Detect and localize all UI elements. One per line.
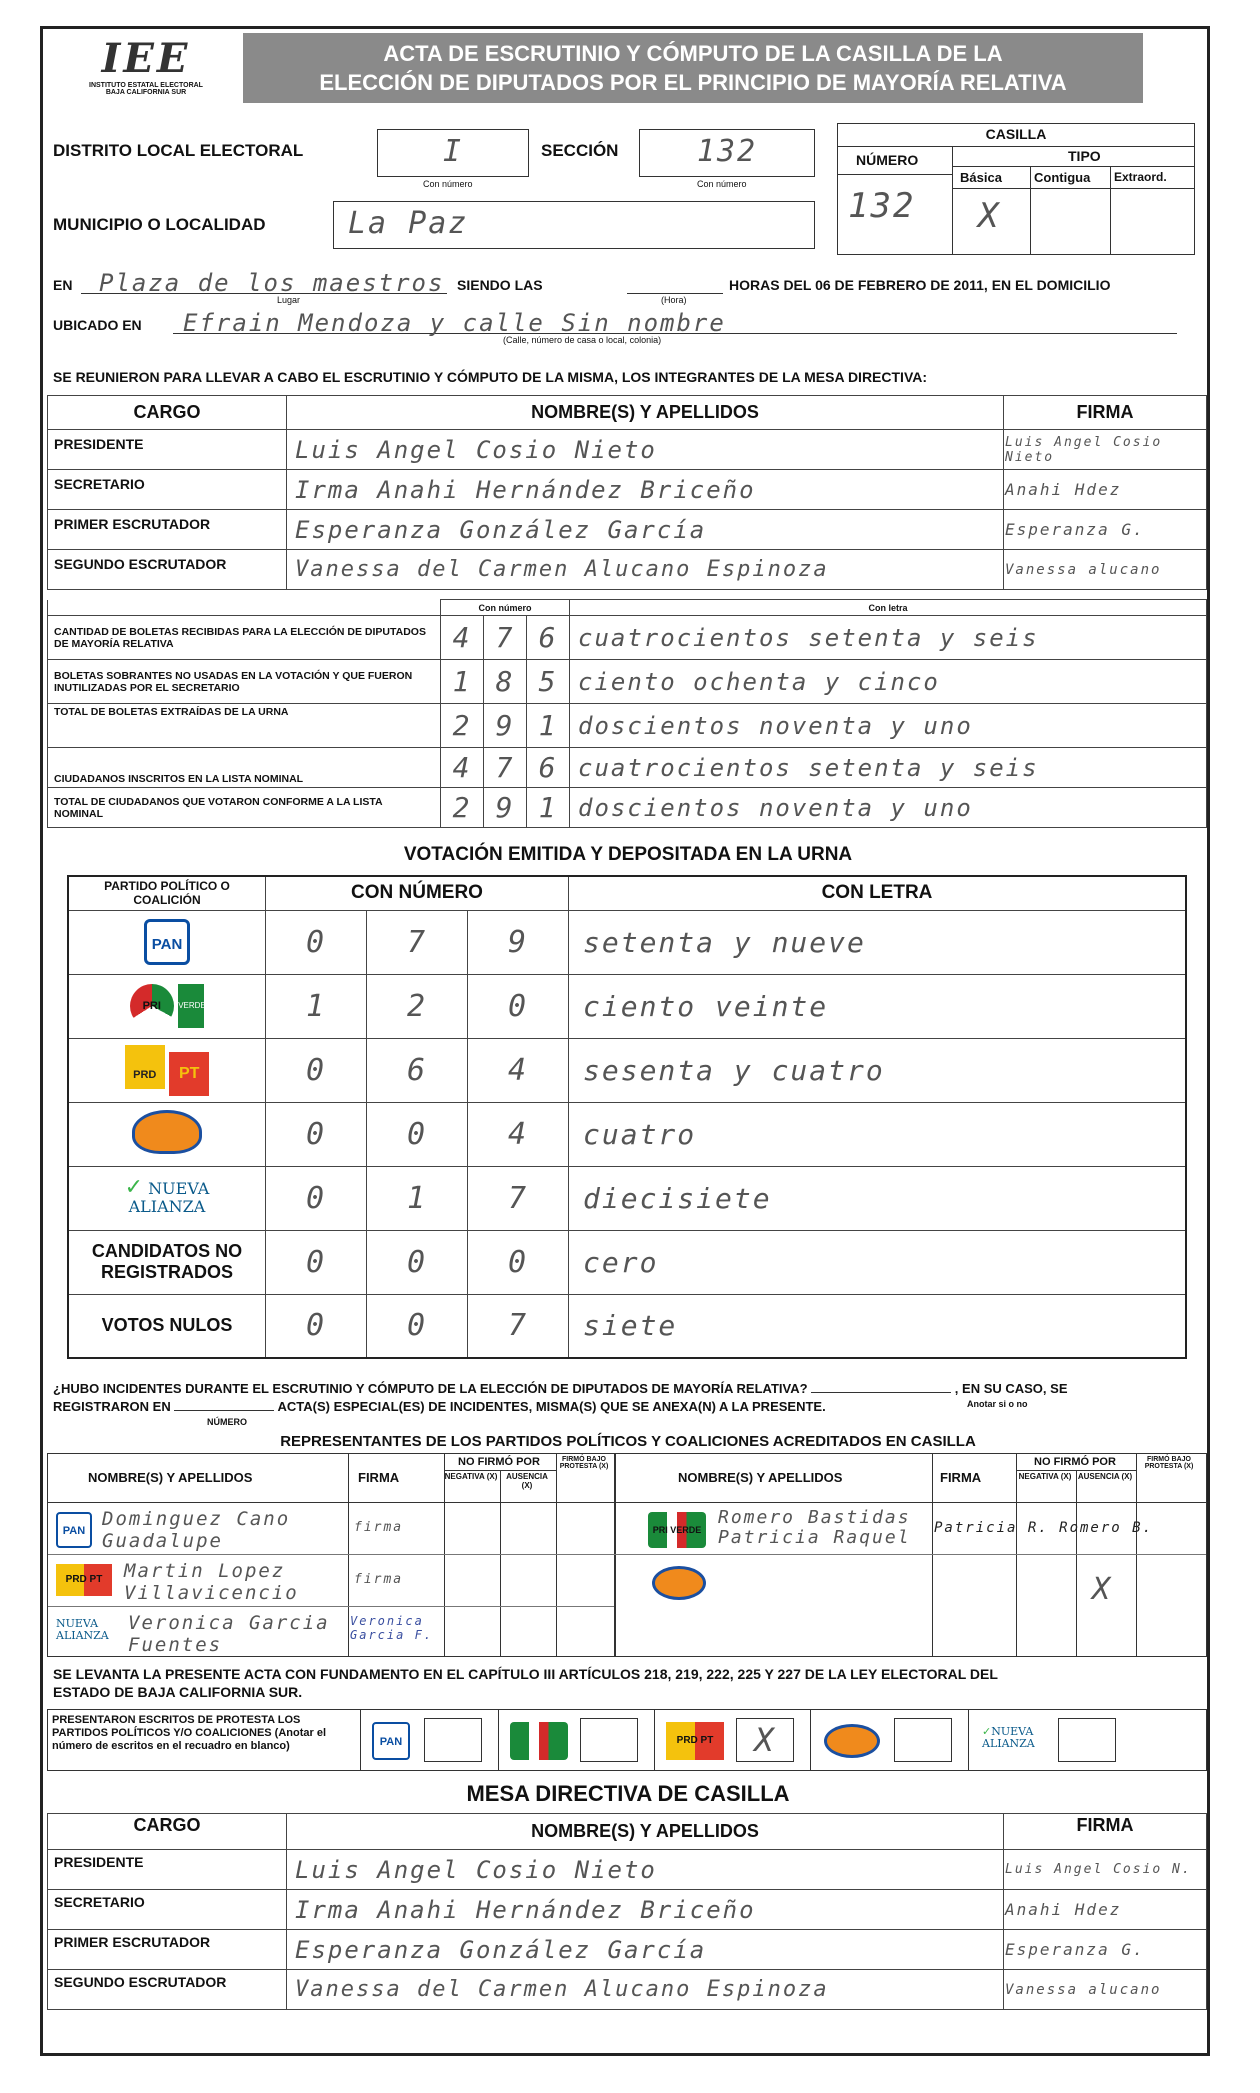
votacion-digit[interactable]: 7 <box>468 1294 569 1358</box>
casilla-basica: Básica <box>960 170 1002 185</box>
prd-pt-logo <box>68 1038 266 1102</box>
votacion-letra[interactable]: cuatro <box>569 1102 1187 1166</box>
representantes-table <box>47 1453 1207 1657</box>
mesa-top-nombre[interactable]: Esperanza González García <box>287 510 1004 550</box>
boletas-row <box>48 704 1207 748</box>
lugar-caption: Lugar <box>277 295 301 305</box>
rep-right-ausencia-header: AUSENCIA (X) <box>1077 1472 1133 1481</box>
votacion-digit[interactable]: 0 <box>367 1294 468 1358</box>
boletas-digit[interactable]: 9 <box>484 788 527 828</box>
boletas-row <box>48 788 1207 828</box>
votacion-digit[interactable]: 0 <box>266 1166 367 1230</box>
boletas-label: TOTAL DE BOLETAS EXTRAÍDAS DE LA URNA <box>48 704 441 748</box>
horas-text: HORAS DEL 06 DE FEBRERO DE 2011, EN EL DOMICILIO <box>729 277 1111 293</box>
pt-icon: PT <box>169 1052 209 1096</box>
votacion-row-nulos <box>68 1294 1186 1358</box>
rep-convergencia-icon <box>652 1566 706 1600</box>
boletas-digit[interactable]: 6 <box>527 616 570 660</box>
seccion-value: 132 <box>696 134 758 169</box>
no-registrados-label: CANDIDATOS NO REGISTRADOS <box>68 1230 266 1294</box>
mesa-bottom-title: MESA DIRECTIVA DE CASILLA <box>466 1781 790 1806</box>
mesa-bottom-nombre[interactable]: Irma Anahi Hernández Briceño <box>287 1890 1004 1930</box>
mesa-top-cargo: PRIMER ESCRUTADOR <box>48 510 287 550</box>
votacion-row-pan <box>68 910 1186 974</box>
mesa-bottom-table <box>47 1813 1207 2010</box>
votacion-digit[interactable]: 4 <box>468 1102 569 1166</box>
incidentes-line1-end: , EN SU CASO, SE <box>954 1381 1068 1396</box>
mesa-bottom-row <box>48 1970 1207 2010</box>
boletas-label: CIUDADANOS INSCRITOS EN LA LISTA NOMINAL <box>48 748 441 788</box>
votacion-digit[interactable]: 7 <box>367 910 468 974</box>
incidentes-line2b: ACTA(S) ESPECIAL(ES) DE INCIDENTES, MISMA(S) QUE SE ANEXA(N) A LA PRESENTE. <box>277 1399 826 1414</box>
incidentes-line2a: REGISTRARON EN <box>53 1399 171 1414</box>
escritos-pan-icon: PAN <box>372 1722 410 1760</box>
boletas-row <box>48 616 1207 660</box>
acta-sheet <box>40 26 1210 2056</box>
incidentes-block <box>53 1381 1203 1427</box>
iee-logo-icon: IEE <box>101 35 191 82</box>
en-label: EN <box>53 277 73 293</box>
mesa-bottom-cargo: PRIMER ESCRUTADOR <box>48 1930 287 1970</box>
mesa-top-cargo: SEGUNDO ESCRUTADOR <box>48 550 287 590</box>
prd-icon: PRD <box>125 1045 165 1089</box>
rep-prd-pt-icon: PRD PT <box>56 1564 112 1596</box>
boletas-digit[interactable]: 7 <box>484 748 527 788</box>
votacion-letra[interactable]: diecisiete <box>569 1166 1187 1230</box>
votacion-digit[interactable]: 0 <box>266 1102 367 1166</box>
mesa-bottom-firma[interactable]: Esperanza G. <box>1004 1930 1207 1970</box>
rep-right-nombre[interactable]: Romero Bastidas Patricia Raquel <box>718 1507 911 1548</box>
escritos-pri-icon <box>510 1722 568 1760</box>
boletas-row <box>48 748 1207 788</box>
distrito-field[interactable] <box>377 129 529 177</box>
escritos-prd-pt-box[interactable]: X <box>736 1718 794 1762</box>
convergencia-icon <box>132 1110 202 1154</box>
rep-left-nombre-header: NOMBRE(S) Y APELLIDOS <box>88 1470 253 1485</box>
mesa-top-nombre[interactable]: Vanessa del Carmen Alucano Espinoza <box>287 550 1004 590</box>
mesa-top-row <box>48 470 1207 510</box>
municipio-value: La Paz <box>348 206 469 241</box>
fundamento-text <box>53 1665 1203 1701</box>
mesa-top-cargo-header: CARGO <box>48 396 287 430</box>
boletas-label: BOLETAS SOBRANTES NO USADAS EN LA VOTACIÓN Y QUE FUERON INUTILIZADAS POR EL SECRETARIO <box>48 660 441 704</box>
votacion-digit[interactable]: 6 <box>367 1038 468 1102</box>
votacion-digit[interactable]: 0 <box>266 910 367 974</box>
mesa-top-nombre-header: NOMBRE(S) Y APELLIDOS <box>287 396 1004 430</box>
boletas-digit[interactable]: 5 <box>527 660 570 704</box>
casilla-title: CASILLA <box>985 126 1047 142</box>
rep-left-protesta-header: FIRMÓ BAJO PROTESTA (X) <box>559 1456 609 1470</box>
votacion-digit[interactable]: 9 <box>468 910 569 974</box>
boletas-label: CANTIDAD DE BOLETAS RECIBIDAS PARA LA ELECCIÓN DE DIPUTADOS DE MAYORÍA RELATIVA <box>48 616 441 660</box>
escritos-nueva-alianza-box[interactable] <box>1058 1718 1116 1762</box>
incidentes-answer-field[interactable] <box>811 1392 951 1393</box>
rep-nueva-alianza-icon: NUEVA ALIANZA <box>56 1617 109 1642</box>
distrito-label: DISTRITO LOCAL ELECTORAL <box>53 141 304 160</box>
boletas-digit[interactable]: 8 <box>484 660 527 704</box>
boletas-row <box>48 660 1207 704</box>
votacion-letra[interactable]: sesenta y cuatro <box>569 1038 1187 1102</box>
boletas-digit[interactable]: 1 <box>441 660 484 704</box>
rep-right-nombre-header: NOMBRE(S) Y APELLIDOS <box>678 1470 843 1485</box>
nueva-alianza-icon: ✓ NUEVA ALIANZA <box>124 1175 210 1216</box>
votacion-row-convergencia <box>68 1102 1186 1166</box>
seccion-field[interactable] <box>639 129 815 177</box>
boletas-digit[interactable]: 1 <box>527 788 570 828</box>
rep-right-protesta-header: FIRMÓ BAJO PROTESTA (X) <box>1144 1456 1194 1470</box>
boletas-letra[interactable]: ciento ochenta y cinco <box>570 660 1207 704</box>
mesa-top-nombre[interactable]: Luis Angel Cosio Nieto <box>287 430 1004 470</box>
votacion-digit[interactable]: 0 <box>367 1230 468 1294</box>
votacion-letra[interactable]: siete <box>569 1294 1187 1358</box>
casilla-tipo-label: TIPO <box>1068 148 1101 164</box>
verde-icon: VERDE <box>178 984 204 1028</box>
institute-line2: BAJA CALIFORNIA SUR <box>105 89 187 96</box>
domicilio-value[interactable]: Efrain Mendoza y calle Sin nombre <box>183 309 726 337</box>
mesa-bottom-firma[interactable]: Vanessa alucano <box>1004 1970 1207 2010</box>
distrito-value: I <box>442 134 464 169</box>
boletas-table <box>47 599 1207 828</box>
casilla-extraord: Extraord. <box>1114 170 1167 184</box>
votacion-letra[interactable]: cero <box>569 1230 1187 1294</box>
hora-caption: (Hora) <box>661 295 687 305</box>
incidentes-numero-caption: NÚMERO <box>207 1417 247 1427</box>
votacion-table <box>67 875 1187 1359</box>
fundamento-line1: SE LEVANTA LA PRESENTE ACTA CON FUNDAMENTO EN EL CAPÍTULO III ARTÍCULOS 218, 219, 222, 225 Y 227 DE LA LEY ELECTORAL DEL <box>53 1666 998 1682</box>
votacion-letra-header: CON LETRA <box>569 876 1187 910</box>
votacion-title: VOTACIÓN EMITIDA Y DEPOSITADA EN LA URNA <box>403 844 853 865</box>
rep-left-ausencia-header: AUSENCIA (X) <box>506 1472 548 1490</box>
escritos-convergencia-icon <box>824 1724 880 1758</box>
boletas-letra[interactable]: cuatrocientos setenta y seis <box>570 616 1207 660</box>
votacion-digit[interactable]: 0 <box>266 1294 367 1358</box>
reunion-text: SE REUNIERON PARA LLEVAR A CABO EL ESCRUTINIO Y CÓMPUTO DE LA MISMA, LOS INTEGRANTES DE LA MESA DIRECTIVA: <box>53 369 928 385</box>
mesa-top-firma[interactable]: Esperanza G. <box>1004 510 1207 550</box>
boletas-numero-header: Con número <box>441 600 570 616</box>
mesa-bottom-nombre[interactable]: Vanessa del Carmen Alucano Espinoza <box>287 1970 1004 2010</box>
votacion-digit[interactable]: 0 <box>468 1230 569 1294</box>
votacion-letra[interactable]: setenta y nueve <box>569 910 1187 974</box>
boletas-letra[interactable]: doscientos noventa y uno <box>570 788 1207 828</box>
incidentes-anotar-caption: Anotar si o no <box>967 1399 1028 1409</box>
pri-verde-logo <box>68 974 266 1038</box>
votacion-row-pri <box>68 974 1186 1038</box>
boletas-digit[interactable]: 6 <box>527 748 570 788</box>
votacion-digit[interactable]: 2 <box>367 974 468 1038</box>
mesa-top-firma[interactable]: Luis Angel Cosio Nieto <box>1004 430 1207 470</box>
votacion-partido-header: PARTIDO POLÍTICO O COALICIÓN <box>68 876 266 910</box>
escritos-pri-box[interactable] <box>580 1718 638 1762</box>
rep-right-firma-header: FIRMA <box>940 1470 982 1485</box>
pan-icon: PAN <box>144 919 190 965</box>
votacion-row-no-registrados <box>68 1230 1186 1294</box>
boletas-digit[interactable]: 9 <box>484 704 527 748</box>
rep-left-nofirmo-header: NO FIRMÓ POR <box>458 1456 540 1468</box>
seccion-label: SECCIÓN <box>541 141 619 160</box>
title-line1: ACTA DE ESCRUTINIO Y CÓMPUTO DE LA CASILLA DE LA <box>383 41 1003 66</box>
votacion-digit[interactable]: 1 <box>367 1166 468 1230</box>
escritos-label: PRESENTARON ESCRITOS DE PROTESTA LOS PARTIDOS POLÍTICOS Y/O COALICIONES (Anotar el número de escritos en el recuadro en blanco) <box>52 1714 327 1752</box>
votacion-digit[interactable]: 0 <box>266 1230 367 1294</box>
title-banner <box>243 33 1143 103</box>
municipio-field[interactable] <box>333 201 815 249</box>
casilla-panel <box>837 123 1195 255</box>
mesa-bottom-nombre-header: NOMBRE(S) Y APELLIDOS <box>287 1814 1004 1850</box>
votacion-digit[interactable]: 7 <box>468 1166 569 1230</box>
distrito-caption: Con número <box>423 179 473 189</box>
escritos-convergencia-box[interactable] <box>894 1718 952 1762</box>
mesa-top-row <box>48 430 1207 470</box>
nulos-label: VOTOS NULOS <box>68 1294 266 1358</box>
casilla-basica-mark[interactable]: X <box>978 196 1001 236</box>
votacion-digit[interactable]: 1 <box>266 974 367 1038</box>
votacion-digit[interactable]: 0 <box>266 1038 367 1102</box>
rep-left-nombre[interactable]: Veronica Garcia Fuentes <box>128 1612 330 1656</box>
mesa-top-cargo: PRESIDENTE <box>48 430 287 470</box>
mesa-bottom-nombre[interactable]: Luis Angel Cosio Nieto <box>287 1850 1004 1890</box>
mesa-bottom-row <box>48 1850 1207 1890</box>
rep-left-firma[interactable]: Veronica Garcia F. <box>350 1614 434 1642</box>
mesa-bottom-cargo-header: CARGO <box>48 1814 287 1850</box>
votacion-row-nueva-alianza <box>68 1166 1186 1230</box>
escritos-nueva-alianza-icon: ✓NUEVA ALIANZA <box>982 1725 1035 1750</box>
escritos-row <box>47 1709 1207 1771</box>
ubicado-label: UBICADO EN <box>53 317 142 333</box>
votacion-digit[interactable]: 0 <box>367 1102 468 1166</box>
rep-left-firma[interactable]: firma <box>354 1520 404 1535</box>
escritos-pan-box[interactable] <box>424 1718 482 1762</box>
rep-pan-icon: PAN <box>56 1512 92 1548</box>
mesa-bottom-nombre[interactable]: Esperanza González García <box>287 1930 1004 1970</box>
rep-left-firma-header: FIRMA <box>358 1470 400 1485</box>
domicilio-caption: (Calle, número de casa o local, colonia) <box>503 335 662 345</box>
boletas-digit[interactable]: 2 <box>441 788 484 828</box>
mesa-bottom-cargo: SEGUNDO ESCRUTADOR <box>48 1970 287 2010</box>
votacion-row-prd-pt <box>68 1038 1186 1102</box>
boletas-digit[interactable]: 4 <box>441 748 484 788</box>
nueva-alianza-logo <box>68 1166 266 1230</box>
rep-right-firma[interactable]: Patricia R. Romero B. <box>934 1520 1154 1536</box>
rep-left-firma[interactable]: firma <box>354 1572 404 1587</box>
votacion-digit[interactable]: 0 <box>468 974 569 1038</box>
mesa-bottom-row <box>48 1890 1207 1930</box>
convergencia-logo <box>68 1102 266 1166</box>
mesa-top-table <box>47 395 1207 590</box>
incidentes-numero-field[interactable] <box>174 1410 274 1411</box>
title-line2: ELECCIÓN DE DIPUTADOS POR EL PRINCIPIO DE MAYORÍA RELATIVA <box>319 70 1067 95</box>
institute-line1: INSTITUTO ESTATAL ELECTORAL <box>89 82 203 89</box>
rep-right-nofirmo-header: NO FIRMÓ POR <box>1034 1456 1116 1468</box>
escritos-prd-pt-icon: PRD PT <box>666 1722 724 1760</box>
boletas-letra[interactable]: cuatrocientos setenta y seis <box>570 748 1207 788</box>
rep-right-ausencia-mark[interactable]: X <box>1092 1572 1113 1607</box>
mesa-top-firma-header: FIRMA <box>1004 396 1207 430</box>
lugar-value[interactable]: Plaza de los maestros <box>99 269 445 297</box>
pri-icon: PRI <box>130 984 174 1028</box>
boletas-digit[interactable]: 2 <box>441 704 484 748</box>
mesa-bottom-firma[interactable]: Luis Angel Cosio N. <box>1004 1850 1207 1890</box>
mesa-top-cargo: SECRETARIO <box>48 470 287 510</box>
rep-right-negativa-header: NEGATIVA (X) <box>1018 1472 1072 1481</box>
mesa-bottom-firma[interactable]: Anahi Hdez <box>1004 1890 1207 1930</box>
rep-pri-verde-icon: PRI VERDE <box>648 1512 706 1548</box>
casilla-numero-label: NÚMERO <box>856 152 919 168</box>
mesa-bottom-cargo: SECRETARIO <box>48 1890 287 1930</box>
mesa-top-row <box>48 510 1207 550</box>
mesa-bottom-firma-header: FIRMA <box>1004 1814 1207 1850</box>
iee-logo <box>71 35 221 97</box>
siendo-label: SIENDO LAS <box>457 277 543 293</box>
boletas-digit[interactable]: 1 <box>527 704 570 748</box>
mesa-top-nombre[interactable]: Irma Anahi Hernández Briceño <box>287 470 1004 510</box>
votacion-letra[interactable]: ciento veinte <box>569 974 1187 1038</box>
fundamento-line2: ESTADO DE BAJA CALIFORNIA SUR. <box>53 1684 303 1700</box>
mesa-bottom-row <box>48 1930 1207 1970</box>
boletas-label: TOTAL DE CIUDADANOS QUE VOTARON CONFORME A LA LISTA NOMINAL <box>48 788 441 828</box>
rep-left-nombre[interactable]: Martin Lopez Villavicencio <box>124 1560 299 1604</box>
casilla-numero-value[interactable]: 132 <box>848 186 916 226</box>
mesa-top-firma[interactable]: Anahi Hdez <box>1004 470 1207 510</box>
mesa-top-firma[interactable]: Vanessa alucano <box>1004 550 1207 590</box>
representantes-title: REPRESENTANTES DE LOS PARTIDOS POLÍTICOS Y COALICIONES ACREDITADOS EN CASILLA <box>280 1433 976 1450</box>
seccion-caption: Con número <box>697 179 747 189</box>
boletas-digit[interactable]: 4 <box>441 616 484 660</box>
rep-left-negativa-header: NEGATIVA (X) <box>444 1472 498 1481</box>
pan-logo <box>68 910 266 974</box>
boletas-letra-header: Con letra <box>570 600 1207 616</box>
casilla-contigua: Contigua <box>1034 170 1091 185</box>
mesa-bottom-cargo: PRESIDENTE <box>48 1850 287 1890</box>
incidentes-line1: ¿HUBO INCIDENTES DURANTE EL ESCRUTINIO Y CÓMPUTO DE LA ELECCIÓN DE DIPUTADOS DE MAYORÍA RELATIVA? <box>53 1381 808 1396</box>
municipio-label: MUNICIPIO O LOCALIDAD <box>53 215 266 234</box>
votacion-numero-header: CON NÚMERO <box>266 876 569 910</box>
rep-left-nombre[interactable]: Dominguez Cano Guadalupe <box>102 1508 291 1552</box>
votacion-digit[interactable]: 4 <box>468 1038 569 1102</box>
mesa-top-row <box>48 550 1207 590</box>
boletas-digit[interactable]: 7 <box>484 616 527 660</box>
boletas-letra[interactable]: doscientos noventa y uno <box>570 704 1207 748</box>
